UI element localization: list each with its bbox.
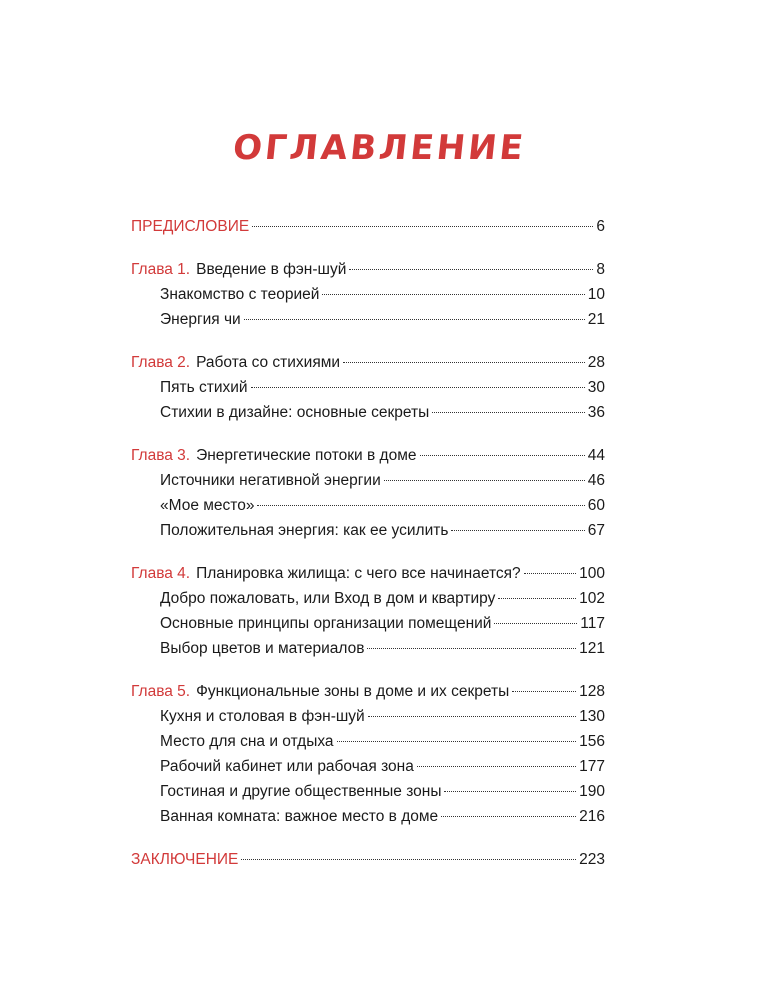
- chapter-prefix: Глава 2.: [131, 354, 191, 371]
- toc-page-number: 60: [587, 497, 605, 514]
- toc-section-entry[interactable]: [131, 282, 605, 307]
- toc-page-number: 44: [587, 447, 605, 464]
- dot-leader: [441, 815, 576, 817]
- section-title: Выбор цветов и материалов: [160, 640, 365, 657]
- chapter-prefix: Глава 5.: [131, 683, 191, 700]
- table-of-contents: [131, 214, 605, 890]
- chapter-title: Работа со стихиями: [196, 354, 341, 371]
- toc-section-entry[interactable]: [131, 375, 605, 400]
- toc-page-number: 216: [579, 808, 605, 825]
- toc-page-number: 121: [579, 640, 605, 657]
- dot-leader: [343, 361, 585, 363]
- toc-page-number: 128: [579, 683, 605, 700]
- toc-page-number: 156: [579, 733, 605, 750]
- dot-leader: [257, 504, 584, 506]
- toc-chapter-entry[interactable]: [131, 443, 605, 468]
- dot-leader: [368, 715, 576, 717]
- toc-page-number: 46: [587, 472, 605, 489]
- dot-leader: [349, 268, 593, 270]
- dot-leader: [524, 572, 576, 574]
- toc-page-number: 177: [579, 758, 605, 775]
- toc-page-number: 21: [587, 311, 605, 328]
- toc-page-number: 28: [587, 354, 605, 371]
- toc-page-number: 6: [596, 218, 605, 235]
- dot-leader: [417, 765, 576, 767]
- chapter-prefix: Глава 4.: [131, 565, 191, 582]
- dot-leader: [512, 690, 576, 692]
- toc-section-entry[interactable]: [131, 400, 605, 425]
- toc-page-number: 10: [587, 286, 605, 303]
- dot-leader: [252, 225, 593, 227]
- dot-leader: [444, 790, 576, 792]
- toc-section-entry[interactable]: [131, 611, 605, 636]
- dot-leader: [241, 858, 576, 860]
- toc-chapter-3: [131, 443, 605, 543]
- section-title: Ванная комната: важное место в доме: [160, 808, 439, 825]
- dot-leader: [337, 740, 577, 742]
- toc-section-entry[interactable]: [131, 307, 605, 332]
- dot-leader: [384, 479, 585, 481]
- section-title: Пять стихий: [160, 379, 248, 396]
- toc-page-number: 100: [579, 565, 605, 582]
- toc-page-number: 8: [596, 261, 605, 278]
- section-title: Рабочий кабинет или рабочая зона: [160, 758, 414, 775]
- page-title: ОГЛАВЛЕНИЕ: [231, 128, 528, 168]
- toc-section-entry[interactable]: [131, 804, 605, 829]
- section-title: Источники негативной энергии: [160, 472, 381, 489]
- chapter-title: Введение в фэн-шуй: [196, 261, 347, 278]
- toc-section-entry[interactable]: [131, 636, 605, 661]
- toc-conclusion-group: [131, 847, 605, 872]
- toc-page-number: 223: [579, 851, 605, 868]
- toc-page-number: 102: [579, 590, 605, 607]
- toc-chapter-5: [131, 679, 605, 829]
- toc-section-entry[interactable]: [131, 754, 605, 779]
- toc-section-entry[interactable]: [131, 518, 605, 543]
- section-title: Кухня и столовая в фэн-шуй: [160, 708, 365, 725]
- toc-page-number: 30: [587, 379, 605, 396]
- chapter-title: Планировка жилища: с чего все начинается?: [196, 565, 521, 582]
- toc-page-number: 117: [580, 615, 605, 632]
- section-title: Место для сна и отдыха: [160, 733, 334, 750]
- dot-leader: [420, 454, 585, 456]
- toc-entry-label: ЗАКЛЮЧЕНИЕ: [131, 851, 239, 868]
- chapter-prefix: Глава 3.: [131, 447, 191, 464]
- toc-section-entry[interactable]: [131, 704, 605, 729]
- toc-preface-group: [131, 214, 605, 239]
- chapter-title: Функциональные зоны в доме и их секреты: [196, 683, 510, 700]
- toc-chapter-2: [131, 350, 605, 425]
- toc-page-number: 36: [587, 404, 605, 421]
- toc-chapter-1: [131, 257, 605, 332]
- toc-chapter-entry[interactable]: [131, 679, 605, 704]
- chapter-prefix: Глава 1.: [131, 261, 191, 278]
- toc-section-entry[interactable]: [131, 729, 605, 754]
- dot-leader: [451, 529, 584, 531]
- toc-entry-label: ПРЕДИСЛОВИЕ: [131, 218, 250, 235]
- section-title: Знакомство с теорией: [160, 286, 320, 303]
- section-title: Гостиная и другие общественные зоны: [160, 783, 442, 800]
- toc-chapter-entry[interactable]: [131, 561, 605, 586]
- dot-leader: [432, 411, 584, 413]
- toc-page-number: 190: [579, 783, 605, 800]
- toc-section-entry[interactable]: [131, 586, 605, 611]
- toc-chapter-entry[interactable]: [131, 350, 605, 375]
- toc-entry-preface[interactable]: [131, 214, 605, 239]
- toc-entry-conclusion[interactable]: [131, 847, 605, 872]
- dot-leader: [494, 622, 577, 624]
- section-title: Положительная энергия: как ее усилить: [160, 522, 449, 539]
- toc-page-number: 130: [579, 708, 605, 725]
- toc-page-number: 67: [587, 522, 605, 539]
- dot-leader: [498, 597, 576, 599]
- dot-leader: [367, 647, 576, 649]
- toc-chapter-entry[interactable]: [131, 257, 605, 282]
- section-title: Основные принципы организации помещений: [160, 615, 492, 632]
- section-title: «Мое место»: [160, 497, 255, 514]
- chapter-title: Энергетические потоки в доме: [196, 447, 417, 464]
- toc-section-entry[interactable]: [131, 779, 605, 804]
- dot-leader: [251, 386, 585, 388]
- section-title: Стихии в дизайне: основные секреты: [160, 404, 430, 421]
- section-title: Энергия чи: [160, 311, 241, 328]
- section-title: Добро пожаловать, или Вход в дом и квартиру: [160, 590, 496, 607]
- toc-section-entry[interactable]: [131, 493, 605, 518]
- toc-section-entry[interactable]: [131, 468, 605, 493]
- toc-chapter-4: [131, 561, 605, 661]
- dot-leader: [322, 293, 584, 295]
- dot-leader: [244, 318, 585, 320]
